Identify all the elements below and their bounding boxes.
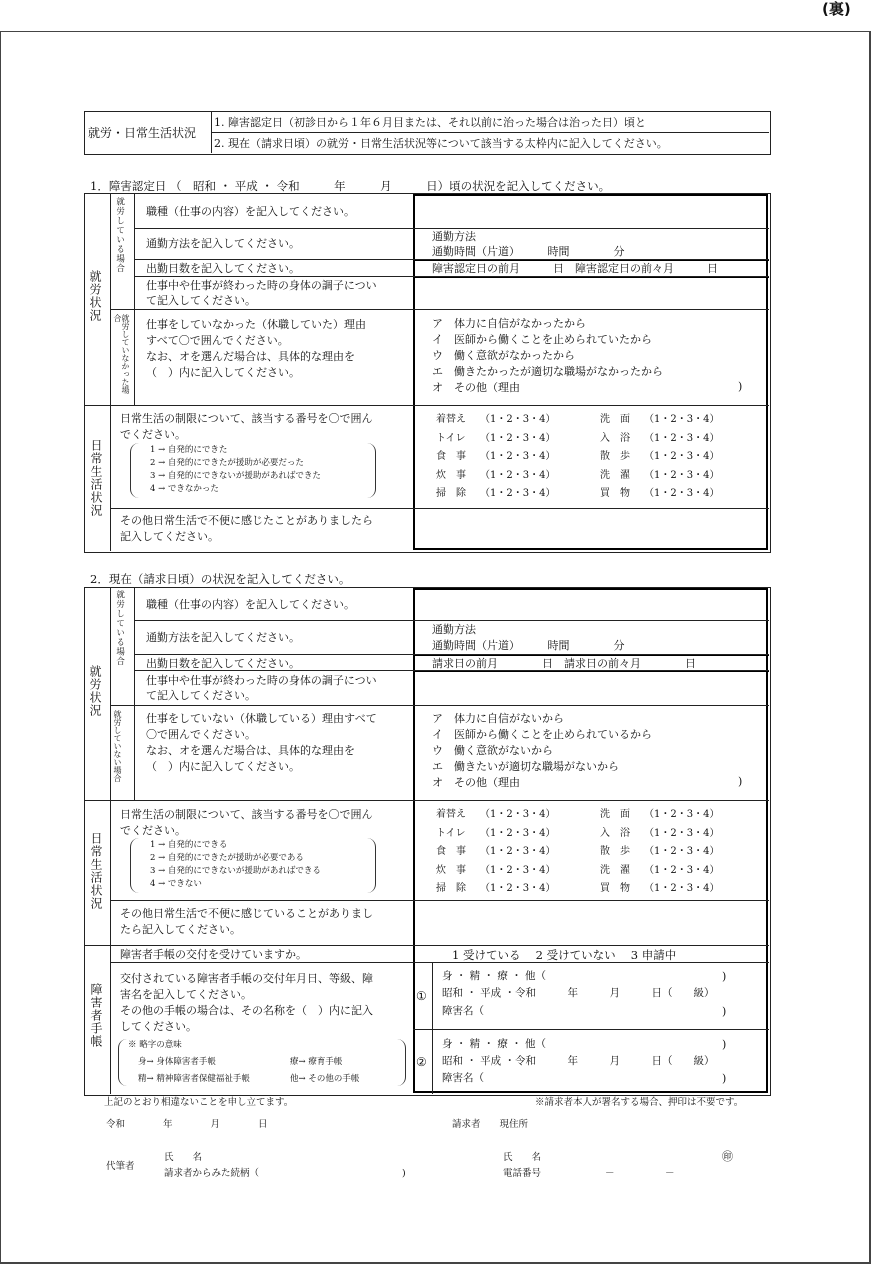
entry2-type: 身 ・ 精 ・ 療 ・ 他（ [442,1038,547,1050]
s1-reason-q3: なお、オを選んだ場合は、具体的な理由を [146,350,355,363]
activity-name: 食 事 [436,451,466,462]
section1-heading: 1．障害認定日 （ 昭和 ・ 平成 ・ 令和 年 月 日）頃の状況を記入してください。 [90,179,611,193]
s2-scale-2: 2 → 自発的にできたが援助が必要である [150,853,304,863]
header-line-2: 2. 現在（請求日頃）の就労・日常生活状況等について該当する太枠内に記入してください。 [214,137,668,150]
s1-activity-table [436,411,719,504]
s2-reason-a: ア 体力に自信がないから [432,712,564,725]
s1-condition-q1: 仕事中や仕事が終わった時の身体の調子につい [146,279,377,292]
activity-name: 入 浴 [600,432,630,444]
activity-scale: （1・2・3・4） [480,432,556,444]
s1-days-question: 出勤日数を記入してください。 [146,262,300,275]
activity-name: 炊 事 [436,469,466,481]
s2-reason-q4: （ ）内に記入してください。 [146,760,300,773]
activity-scale: （1・2・3・4） [480,414,556,425]
activity-name: トイレ [436,827,466,839]
s1-commute-answer-2: 通勤時間（片道） 時間 分 [432,245,625,258]
s2-reason-q2: 〇で囲んでください。 [146,728,256,741]
activity-name: 買 物 [600,488,630,499]
s1-daily-q1: 日常生活の制限について、該当する番号を〇で囲ん [120,412,373,425]
activity-name: 着替え [436,809,466,820]
s1-scale-2: 2 → 自発的にできたが援助が必要だった [150,458,304,468]
s2-reason-q1: 仕事をしていない（休職している）理由すべて [146,712,377,725]
entry2-name-close: ) [722,1072,727,1085]
s1-reason-q2: すべて〇で囲んでください。 [146,334,289,347]
section2-heading: 2．現在（請求日頃）の状況を記入してください。 [90,572,351,586]
s2-activity-table [436,806,719,899]
s1-side-working: 就労している場合 [114,197,125,273]
s1-col-line-c [110,405,111,551]
s1-activity-row [436,467,719,486]
s2-reason-q3: なお、オを選んだ場合は、具体的な理由を [146,744,355,757]
s1-other-q1: その他日常生活で不便に感じたことがありましたら [120,514,373,527]
seal-mark: ㊞ [722,1150,733,1163]
s2-activity-row [436,825,719,844]
activity-name: 買 物 [600,883,630,894]
activity-name: 入 浴 [600,827,630,839]
s2-row3b [413,671,769,672]
s1-scale-1: 1 → 自発的にできた [150,445,228,455]
date-line: 令和 年 月 日 [106,1119,268,1130]
s2-days-question: 出勤日数を記入してください。 [146,657,300,670]
activity-name: 散 歩 [600,846,630,857]
proxy-label: 代筆者 [106,1161,135,1172]
s1-activity-row [436,430,719,449]
s2-reason-e: オ その他（理由 [432,776,520,789]
s2-daily-q1: 日常生活の制限について、該当する番号を〇で囲ん [120,808,373,821]
activity-scale: （1・2・3・4） [480,469,556,481]
s2-scale-3: 3 → 自発的にできないが援助があればできる [150,866,321,876]
s1-job-question: 職種（仕事の内容）を記入してください。 [146,205,355,218]
s2-side-daily: 日常生活状況 [89,832,103,910]
activity-scale: （1・2・3・4） [480,488,556,499]
entry1-name-close: ) [722,1005,727,1018]
s2-row9 [413,1029,769,1030]
s1-reason-a: ア 体力に自信がなかったから [432,317,586,330]
s2-condition-q2: て記入してください。 [146,689,256,702]
entry1-type-close: ) [722,970,727,983]
phone-label: 電話番号 [503,1168,542,1179]
s1-reason-c: ウ 働く意欲がなかったから [432,349,575,362]
proxy-relation-close: ) [402,1168,406,1179]
s1-reason-close: ) [738,380,743,393]
s1-days-answer: 障害認定日の前月 日 障害認定日の前々月 日 [432,262,718,275]
header-line-1: 1. 障害認定日（初診日から１年６月目または、それ以前に治った場合は治った日）頃と [214,116,646,129]
s2-row7 [84,945,769,946]
handbook-options: 1 受けている 2 受けていない 3 申請中 [452,948,677,962]
s2-side-working: 就労している場合 [114,590,125,666]
s2-num-col [432,962,433,1094]
page-side-label: (裏) [822,0,851,18]
handbook-detail-q1: 交付されている障害者手帳の交付年月日、等級、障 [120,972,373,985]
activity-scale: （1・2・3・4） [480,827,556,839]
entry2-name: 障害名（ [442,1072,484,1084]
activity-name: 炊 事 [436,864,466,876]
s1-col-line-b [134,193,135,405]
activity-scale: （1・2・3・4） [644,488,720,499]
s2-activity-row [436,862,719,881]
s1-scale [150,444,321,496]
activity-scale: （1・2・3・4） [644,432,720,444]
s1-row3b [413,277,769,278]
s2-col-line-b [134,587,135,800]
s1-reason-q4: （ ）内に記入してください。 [146,366,300,379]
abbr-3: 精→ 精神障害者保健福祉手帳 [138,1074,250,1084]
s2-row5 [84,800,769,801]
s2-reason-d: エ 働きたいが適切な職場がないから [432,760,619,773]
s2-other-q1: その他日常生活で不便に感じていることがありまし [120,907,373,920]
entry2-type-close: ) [722,1038,727,1051]
s2-job-question: 職種（仕事の内容）を記入してください。 [146,598,355,611]
s1-reason-b: イ 医師から働くことを止められていたから [432,333,652,346]
activity-scale: （1・2・3・4） [480,864,556,876]
activity-name: 着替え [436,414,466,425]
activity-scale: （1・2・3・4） [644,864,720,876]
s2-activity-row [436,843,719,862]
activity-scale: （1・2・3・4） [644,414,720,425]
s2-side-work: 就労状況 [88,665,102,717]
s2-reason-close: ) [738,775,743,788]
s2-reason-list [432,711,652,791]
s1-commute-question: 通勤方法を記入してください。 [146,237,300,250]
s1-reason-e: オ その他（理由 [432,381,520,394]
s1-other-q2: 記入してください。 [120,530,219,543]
s1-reason-q1: 仕事をしていなかった（休職していた）理由 [146,318,366,331]
s2-scale [150,839,321,891]
s2-commute-answer-2: 通勤時間（片道） 時間 分 [432,639,625,652]
s2-reason-b: イ 医師から働くことを止められているから [432,728,652,741]
s1-side-not-working: 就労していなかった場合 [113,314,130,394]
activity-scale: （1・2・3・4） [644,809,720,820]
s1-reason-d: エ 働きたかったが適切な職場がなかったから [432,365,663,378]
s1-activity-row [436,485,719,504]
declaration: 上記のとおり相違ないことを申し立てます。 [104,1097,294,1108]
activity-name: 洗 面 [600,414,630,425]
abbr-1: 身→ 身体障害者手帳 [138,1057,216,1067]
s1-scale-3: 3 → 自発的にできないが援助があればできた [150,471,321,481]
s2-row1 [134,620,769,621]
activity-scale: （1・2・3・4） [480,809,556,820]
abbr-4: 他→ その他の手帳 [290,1074,360,1084]
s1-activity-row [436,448,719,467]
handbook-detail-q3: その他の手帳の場合は、その名称を（ ）内に記入 [120,1004,373,1017]
s1-condition-q2: て記入してください。 [146,294,256,307]
proxy-relation: 請求者からみた続柄（ [164,1168,260,1179]
s1-commute-answer-1: 通勤方法 [432,230,476,243]
activity-name: 洗 濯 [600,864,630,876]
activity-scale: （1・2・3・4） [480,883,556,894]
s2-condition-q1: 仕事中や仕事が終わった時の身体の調子につい [146,674,377,687]
s2-reason-c: ウ 働く意欲がないから [432,744,553,757]
s1-row1 [134,228,769,229]
s2-commute-answer-1: 通勤方法 [432,623,476,636]
handbook-detail-q4: してください。 [120,1020,197,1033]
entry1-type: 身 ・ 精 ・ 療 ・ 他（ [442,970,547,982]
s1-scale-4: 4 → できなかった [150,484,219,494]
header-title: 就労・日常生活状況 [88,126,197,140]
s1-col-line-a [110,193,111,405]
abbr-2: 療→ 療育手帳 [290,1057,343,1067]
s1-reason-list [432,316,663,396]
s1-activity-row [436,411,719,430]
activity-scale: （1・2・3・4） [644,827,720,839]
s2-row6 [110,900,769,901]
entry1-number: ① [416,989,427,1003]
handbook-question: 障害者手帳の交付を受けていますか。 [120,948,307,961]
s2-row4 [110,705,769,706]
s2-activity-row [436,806,719,825]
proxy-name-label: 氏 名 [164,1152,203,1163]
phone-dash-2: － [665,1168,675,1179]
s2-other-q2: たら記入してください。 [120,923,241,936]
activity-name: トイレ [436,432,466,444]
s2-commute-question: 通勤方法を記入してください。 [146,631,300,644]
s2-scale-1: 1 → 自発的にできる [150,840,228,850]
s2-daily-q2: でください。 [120,824,186,837]
s1-row5 [84,405,769,406]
handbook-detail-q2: 害名を記入してください。 [120,988,252,1001]
abbr-title: ※ 略字の意味 [128,1040,182,1050]
s1-row4 [110,309,769,310]
activity-scale: （1・2・3・4） [644,451,720,462]
s2-row2b [413,655,769,656]
activity-name: 洗 面 [600,809,630,820]
activity-name: 食 事 [436,846,466,857]
s1-side-work: 就労状況 [88,270,102,322]
activity-scale: （1・2・3・4） [644,846,720,857]
entry2-number: ② [416,1055,427,1069]
header-row-divider [211,132,769,133]
s2-scale-4: 4 → できない [150,879,202,889]
s1-daily-q2: でください。 [120,428,186,441]
s2-activity-row [436,880,719,899]
s2-col-line-c [110,800,111,1094]
entry1-date: 昭和 ・ 平成 ・令和 年 月 日（ 級） [442,987,715,999]
activity-name: 洗 濯 [600,469,630,481]
activity-scale: （1・2・3・4） [480,846,556,857]
s2-side-not-working: 就労していない場合 [113,710,122,782]
s2-days-answer: 請求日の前月 日 請求日の前々月 日 [432,657,696,670]
handbook-side: 障害者手帳 [89,983,103,1048]
seal-note: ※請求者本人が署名する場合、押印は不要です。 [535,1097,744,1108]
activity-name: 掃 除 [436,883,466,894]
activity-name: 掃 除 [436,488,466,499]
activity-scale: （1・2・3・4） [480,451,556,462]
activity-scale: （1・2・3・4） [644,883,720,894]
activity-name: 散 歩 [600,451,630,462]
claimant-name-label: 氏 名 [503,1152,542,1163]
phone-dash-1: － [605,1168,615,1179]
s1-row2b [413,260,769,261]
s1-side-daily: 日常生活状況 [89,439,103,517]
claimant-address: 請求者 現住所 [452,1119,529,1130]
s2-col-line-a [110,587,111,800]
activity-scale: （1・2・3・4） [644,469,720,481]
s1-row6 [110,508,769,509]
entry1-name: 障害名（ [442,1005,484,1017]
entry2-date: 昭和 ・ 平成 ・令和 年 月 日（ 級） [442,1055,715,1067]
